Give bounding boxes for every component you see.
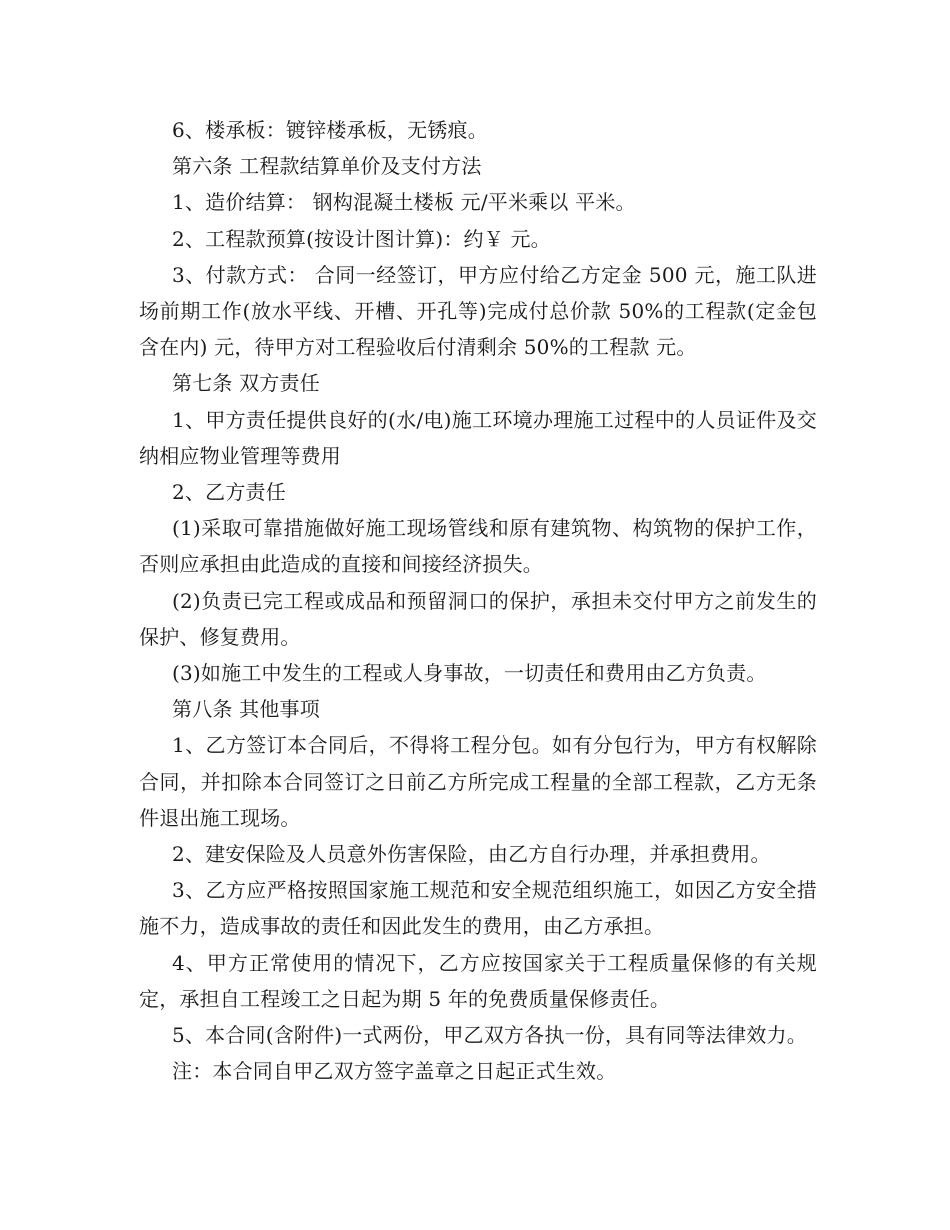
paragraph-duty-b-2: (2)负责已完工程或成品和预留洞口的保护，承担未交付甲方之前发生的保护、修复费用。: [139, 588, 817, 649]
paragraph-other-2: 2、建安保险及人员意外伤害保险，由乙方自行办理，并承担费用。: [172, 842, 771, 867]
paragraph-budget: 2、工程款预算(按设计图计算)：约￥ 元。: [172, 226, 551, 251]
paragraph-cost-settlement: 1、造价结算： 钢构混凝土楼板 元/平米乘以 平米。: [172, 190, 636, 215]
paragraph-other-1: 1、乙方签订本合同后，不得将工程分包。如有分包行为，甲方有权解除合同，并扣除本合同签订之日前乙方所完成工程量的全部工程款，乙方无条件退出施工现场。: [139, 733, 817, 830]
article-6-heading: 第六条 工程款结算单价及支付方法: [172, 154, 482, 179]
paragraph-other-3: 3、乙方应严格按照国家施工规范和安全规范组织施工，如因乙方安全措施不力，造成事故的责任和因此发生的费用，由乙方承担。: [139, 878, 817, 939]
paragraph-other-4: 4、甲方正常使用的情况下，乙方应按国家关于工程质量保修的有关规定，承担自工程竣工之日起为期 5 年的免费质量保修责任。: [139, 950, 817, 1011]
document-body: [139, 112, 817, 1089]
article-8-heading: 第八条 其他事项: [172, 697, 320, 722]
paragraph-party-a-duty: 1、甲方责任提供良好的(水/电)施工环境办理施工过程中的人员证件及交纳相应物业管理等费用: [139, 407, 817, 468]
paragraph-party-b-duty: 2、乙方责任: [172, 480, 286, 505]
paragraph-duty-b-3: (3)如施工中发生的工程或人身事故，一切责任和费用由乙方负责。: [172, 661, 767, 686]
paragraph-note: 注：本合同自甲乙双方签字盖章之日起正式生效。: [172, 1059, 617, 1084]
paragraph-other-5: 5、本合同(含附件)一式两份，甲乙双方各执一份，具有同等法律效力。: [172, 1023, 807, 1048]
paragraph-duty-b-1: (1)采取可靠措施做好施工现场管线和原有建筑物、构筑物的保护工作，否则应承担由此造成的直接和间接经济损失。: [139, 516, 817, 577]
paragraph-item-6-floor-deck: 6、楼承板：镀锌楼承板，无锈痕。: [172, 118, 488, 142]
article-7-heading: 第七条 双方责任: [172, 371, 320, 396]
paragraph-payment-method: 3、付款方式： 合同一经签订，甲方应付给乙方定金 500 元，施工队进场前期工作(放水平线、开槽、开孔等)完成付总价款 50%的工程款(定金包含在内) 元，待甲方对工程验收后付清剩余 50%的工程款 元。: [139, 262, 817, 360]
